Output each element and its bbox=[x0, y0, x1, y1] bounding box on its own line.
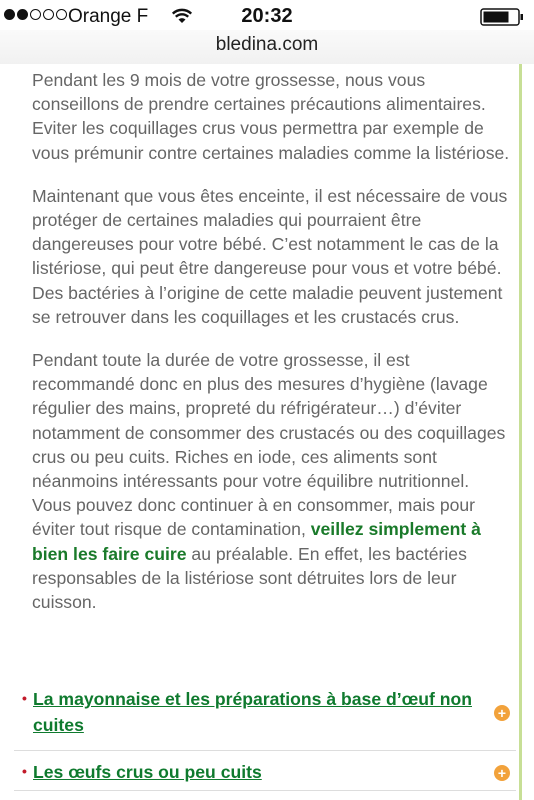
status-time: 20:32 bbox=[241, 5, 293, 27]
status-bar bbox=[0, 0, 534, 30]
expand-plus-icon[interactable]: + bbox=[494, 765, 510, 781]
paragraph-text: Pendant toute la durée de votre grossesse, il est recommandé donc en plus des mesures d’hygiène (lavage régulier des mains, propreté du réfrigérateur…) d’éviter notamment de consommer des crustacés ou des coquillages crus ou peu cuits. Riches en iode, ces aliments sont néanmoins intéressants pour votre équilibre nutritionnel. Vous pouvez donc continuer à en consommer, mais pour éviter tout risque de contamination, bbox=[32, 350, 506, 540]
highlighted-advice: veillez simplement à bien les faire cuire bbox=[32, 519, 481, 564]
page-content[interactable] bbox=[0, 64, 534, 800]
article-body bbox=[32, 68, 512, 633]
separator bbox=[14, 790, 516, 791]
bullet-icon: • bbox=[22, 763, 27, 779]
article-paragraph: Maintenant que vous êtes enceinte, il est nécessaire de vous protéger de certaines maladies qui pourraient être dangereuses pour votre bébé. C’est notamment le cas de la listériose, qui peut être dangereuse pour vous et votre bébé. Des bactéries à l’origine de cette maladie peuvent justement se retrouver dans les coquillages et les crustacés crus. bbox=[32, 185, 508, 327]
address-bar[interactable] bbox=[0, 30, 534, 64]
battery-icon bbox=[480, 8, 524, 26]
expand-plus-icon[interactable]: + bbox=[494, 705, 510, 721]
content-border bbox=[519, 64, 522, 800]
accordion-item-oeufs[interactable] bbox=[0, 759, 534, 785]
link-oeufs[interactable]: Les œufs crus ou peu cuits bbox=[33, 762, 262, 782]
link-mayonnaise[interactable]: La mayonnaise et les préparations à base d’œuf non cuites bbox=[33, 689, 472, 735]
url-text: bledina.com bbox=[215, 34, 319, 55]
article-paragraph: Pendant les 9 mois de votre grossesse, nous vous conseillons de prendre certaines précautions alimentaires. Eviter les coquillages crus vous permettra par exemple de vous prémunir contre certaines maladies comme la listériose. bbox=[32, 70, 510, 163]
carrier-name: Orange F bbox=[68, 6, 149, 27]
accordion-item-mayonnaise[interactable] bbox=[0, 686, 534, 738]
bullet-icon: • bbox=[22, 690, 27, 706]
article-paragraph bbox=[32, 348, 512, 614]
separator bbox=[14, 750, 516, 751]
accordion-list bbox=[0, 686, 534, 782]
paragraph-text: au préalable. En effet, les bactéries responsables de la listériose sont détruites lors de leur cuisson. bbox=[32, 543, 467, 613]
